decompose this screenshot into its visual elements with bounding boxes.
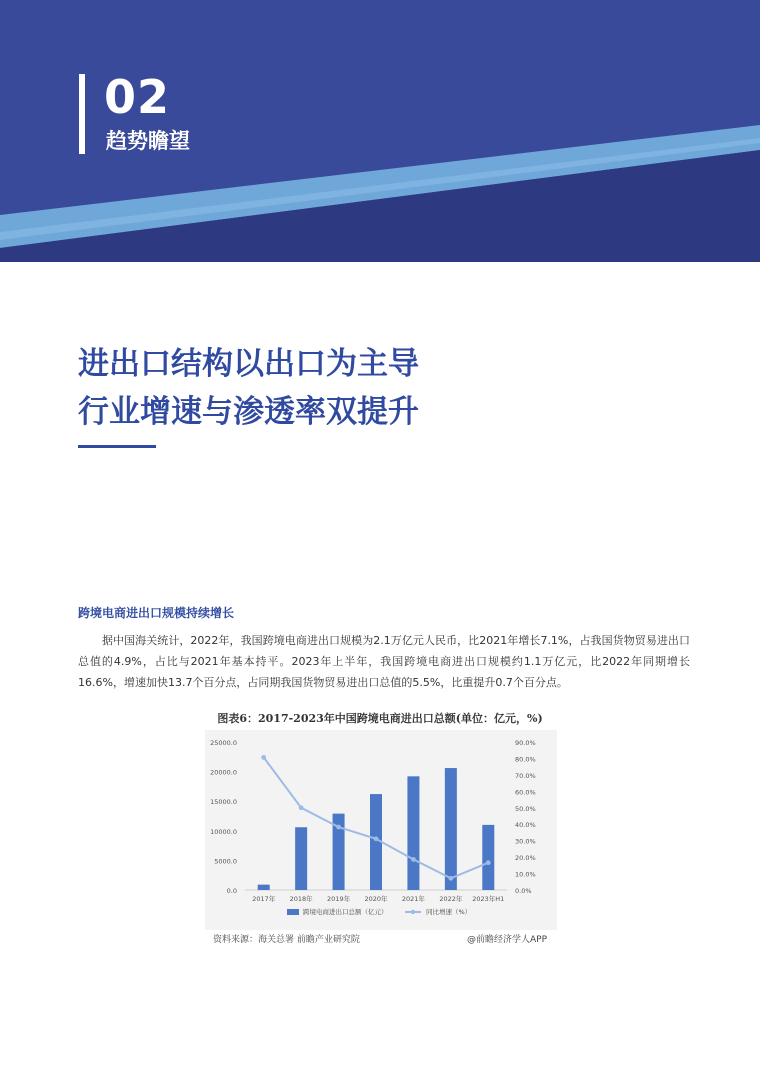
bar (258, 885, 270, 890)
y-right-tick-label: 20.0% (515, 854, 536, 863)
line-point (411, 857, 416, 862)
legend-label-line: 同比增速（%） (426, 908, 472, 916)
legend-marker-line (411, 910, 415, 914)
bar (295, 827, 307, 890)
y-left-tick-label: 10000.0 (210, 827, 237, 836)
x-tick-label: 2017年 (252, 895, 276, 903)
section-number: 02 (104, 70, 171, 124)
combo-chart (205, 730, 557, 930)
line-point (374, 836, 379, 841)
legend-label-bars: 跨境电商进出口总额（亿元） (303, 908, 388, 916)
y-left-tick-label: 20000.0 (210, 768, 237, 777)
subsection-heading: 跨境电商进出口规模持续增长 (78, 606, 235, 620)
line-point (261, 755, 266, 760)
line-point (448, 876, 453, 881)
headline-underline (78, 445, 156, 448)
x-tick-label: 2018年 (289, 895, 313, 903)
y-left-tick-label: 5000.0 (214, 857, 237, 866)
line-point (299, 805, 304, 810)
legend-swatch-bars (287, 909, 299, 915)
chart-area (205, 730, 557, 930)
y-left-tick-label: 15000.0 (210, 798, 237, 807)
figure-source: 资料来源：海关总署 前瞻产业研究院 (213, 935, 360, 945)
y-right-tick-label: 50.0% (515, 804, 536, 813)
y-left-tick-label: 0.0 (226, 887, 237, 895)
bar (445, 768, 457, 890)
y-right-tick-label: 0.0% (515, 887, 532, 895)
bar (407, 776, 419, 890)
figure-title: 图表6：2017-2023年中国跨境电商进出口总额(单位：亿元，%) (217, 712, 543, 725)
headline-line-1: 进出口结构以出口为主导 (78, 346, 419, 382)
headline-line-2: 行业增速与渗透率双提升 (78, 394, 419, 430)
line-point (486, 860, 491, 865)
y-right-tick-label: 40.0% (515, 821, 536, 830)
y-right-tick-label: 70.0% (515, 771, 536, 780)
body-paragraph: 据中国海关统计，2022年，我国跨境电商进出口规模为2.1万亿元人民币，比2021年增长7.1%，占我国货物贸易进出口总值的4.9%，占比与2021年基本持平。2023年上半年，我国跨境电商进出口规模约1.1万亿元，比2022年同期增长16.6%，增速加快13.7个百分点，占同期我国货物贸易进出口总值的5.5%，比重提升0.7个百分点。 (78, 634, 690, 689)
figure-watermark: @前瞻经济学人APP (467, 935, 548, 945)
page-headline (78, 340, 419, 436)
y-right-tick-label: 90.0% (515, 739, 536, 747)
x-tick-label: 2021年 (401, 895, 425, 903)
section-title: 趋势瞻望 (106, 129, 190, 153)
y-right-tick-label: 80.0% (515, 755, 536, 764)
y-right-tick-label: 30.0% (515, 837, 536, 846)
x-tick-label: 2019年 (327, 895, 351, 903)
bar (482, 825, 494, 890)
x-tick-label: 2023年H1 (472, 895, 505, 903)
x-tick-label: 2022年 (439, 895, 463, 903)
y-right-tick-label: 60.0% (515, 788, 536, 797)
y-right-tick-label: 10.0% (515, 870, 536, 879)
section-marker-bar (79, 74, 85, 154)
y-left-tick-label: 25000.0 (210, 739, 237, 747)
x-tick-label: 2020年 (364, 895, 388, 903)
line-point (336, 825, 341, 830)
